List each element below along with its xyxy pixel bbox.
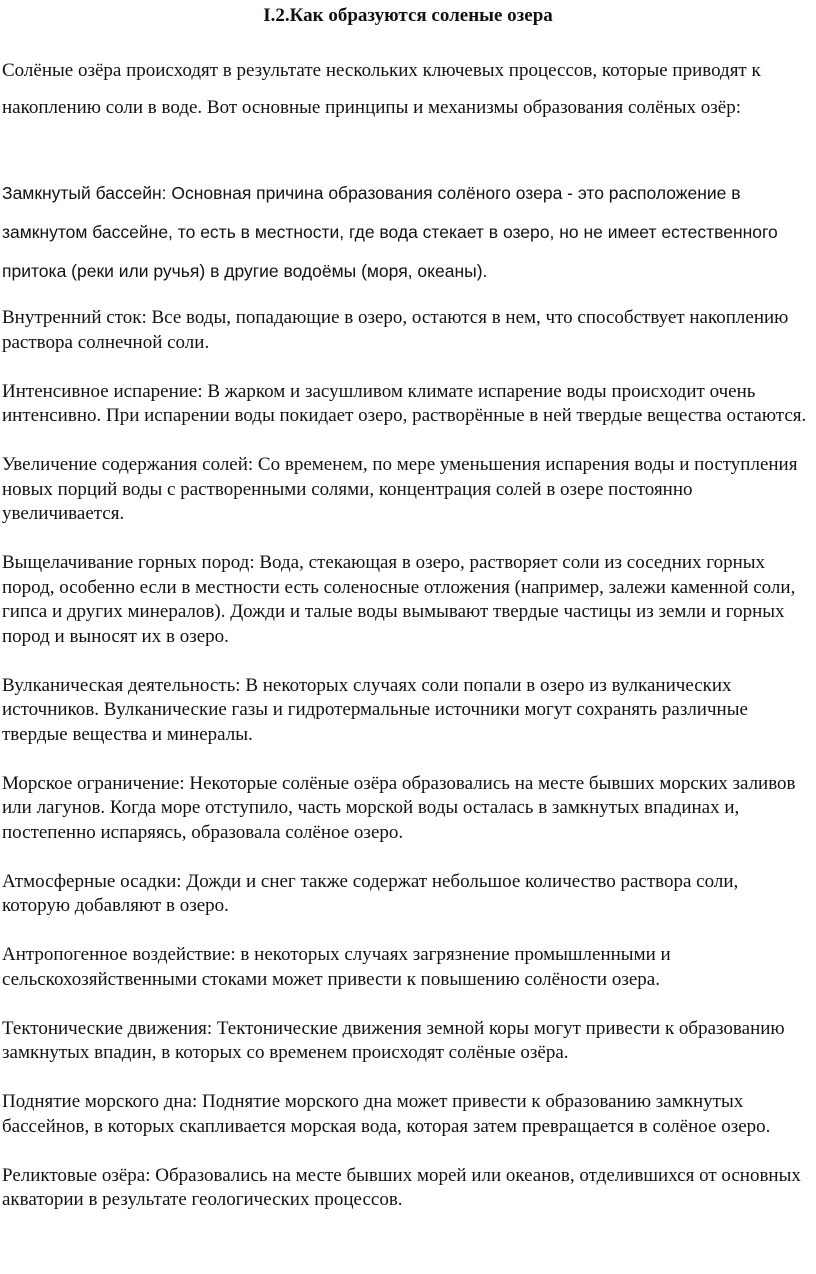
paragraph-rock-leaching: Выщелачивание горных пород: Вода, стекающая в озеро, растворяет соли из соседних горных пород, особенно если в местности есть соленосные отложения (например, залежи каменной соли, гипса и других минералов). Дожди и талые воды вымывают твердые частицы из земли и горных пород и выносят их в озеро. (2, 552, 796, 647)
paragraph-intense-evaporation: Интенсивное испарение: В жарком и засушливом климате испарение воды происходит очень интенсивно. При испарении воды покидает озеро, растворённые в ней твердые вещества остаются. (2, 380, 807, 426)
paragraph-volcanic-activity: Вулканическая деятельность: В некоторых случаях соли попали в озеро из вулканических источников. Вулканические газы и гидротермальные источники могут сохранять различные твердые вещества и минералы. (2, 674, 748, 745)
paragraph-seabed-uplift: Поднятие морского дна: Поднятие морского дна может привести к образованию замкнутых бассейнов, в которых скапливается морская вода, которая затем превращается в солёное озеро. (2, 1091, 771, 1137)
paragraph-anthropogenic-impact: Антропогенное воздействие: в некоторых случаях загрязнение промышленными и сельскохозяйственными стоками может привести к повышению солёности озера. (2, 944, 671, 990)
closed-basin-paragraph: Замкнутый бассейн: Основная причина образования солёного озера - это расположение в замкнутом бассейне, то есть в местности, где вода стекает в озеро, но не имеет естественного притока (реки или ручья) в другие водоёмы (моря, океаны). (2, 183, 778, 281)
paragraph-tectonic-movements: Тектонические движения: Тектонические движения земной коры могут привести к образованию замкнутых впадин, в которых со временем происходят солёные озёра. (2, 1017, 785, 1063)
paragraph-salt-increase: Увеличение содержания солей: Со временем, по мере уменьшения испарения воды и поступления новых порций воды с растворенными солями, концентрация солей в озере постоянно увеличивается. (2, 454, 798, 524)
page-title: I.2.Как образуются соленые озера (263, 5, 553, 26)
intro-paragraph: Солёные озёра происходят в результате нескольких ключевых процессов, которые приводят к накоплению соли в воде. Вот основные принципы и механизмы образования солёных озёр: (2, 60, 761, 118)
paragraph-precipitation: Атмосферные осадки: Дожди и снег также содержат небольшое количество раствора соли, которую добавляют в озеро. (2, 870, 739, 916)
paragraph-internal-drainage: Внутренний сток: Все воды, попадающие в озеро, остаются в нем, что способствует накоплению раствора солнечной соли. (2, 307, 789, 353)
paragraph-marine-restriction: Морское ограничение: Некоторые солёные озёра образовались на месте бывших морских заливов или лагунов. Когда море отступило, часть морской воды осталась в замкнутых впадинах и, постепенно испаряясь, образовала солёное озеро. (2, 772, 796, 843)
process-list (2, 306, 808, 1213)
paragraph-relict-lakes: Реликтовые озёра: Образовались на месте бывших морей или океанов, отделившихся от основных акватории в результате геологических процессов. (2, 1164, 801, 1210)
